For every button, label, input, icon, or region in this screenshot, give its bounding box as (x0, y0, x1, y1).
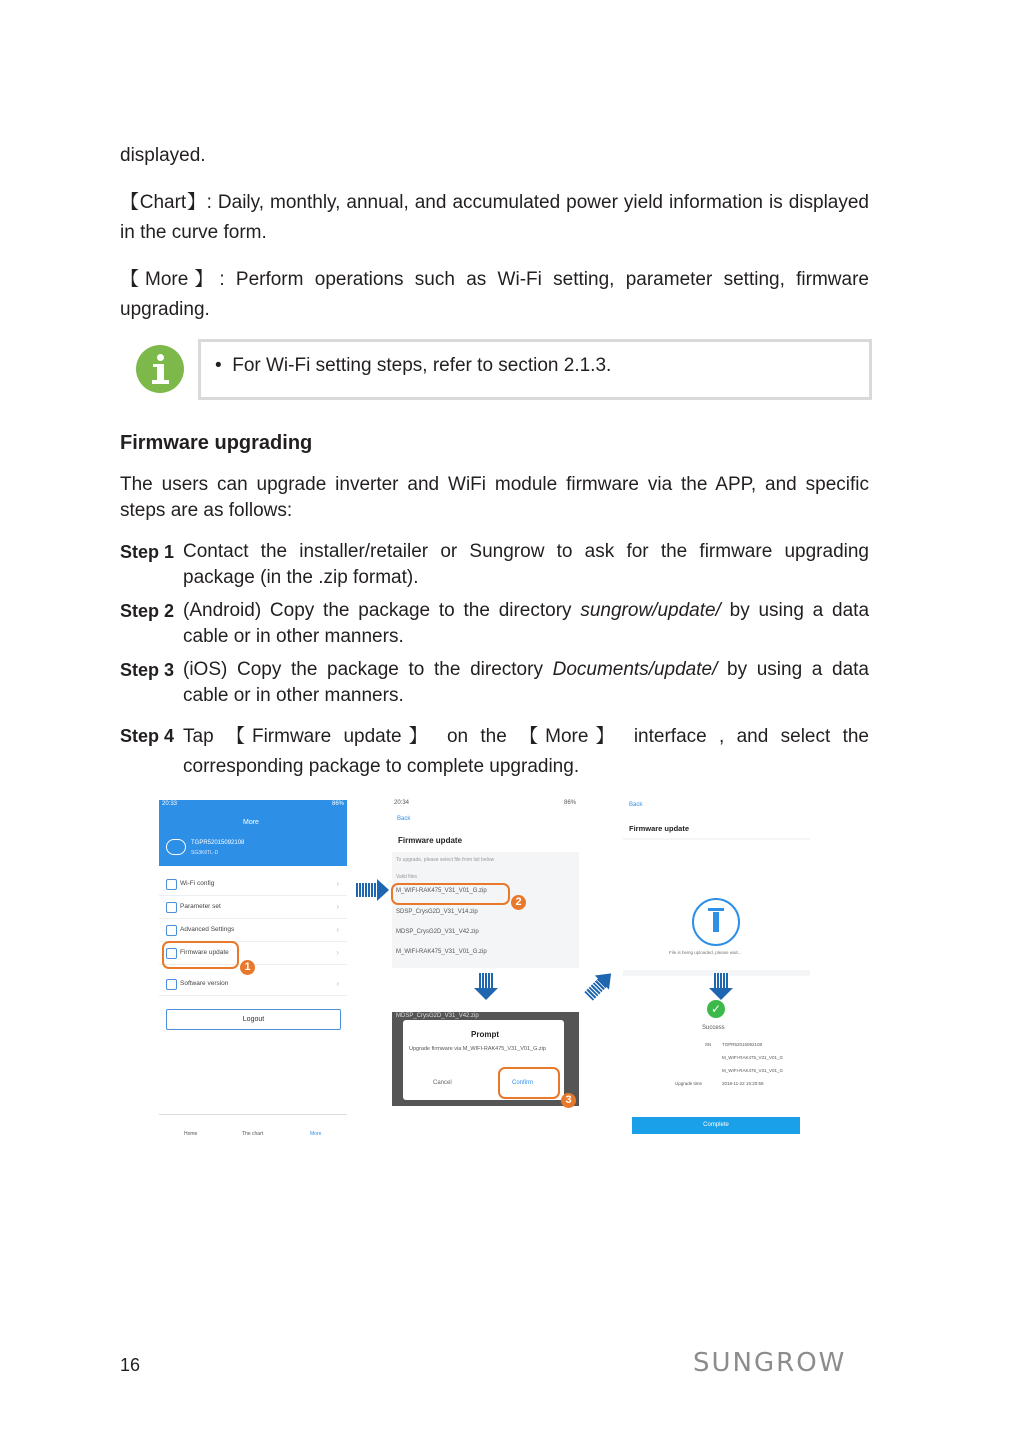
callout-2: 2 (511, 895, 526, 910)
menu-item[interactable]: Wi-Fi config › (159, 873, 347, 896)
cancel-button[interactable]: Cancel (433, 1080, 452, 1086)
step-label: Step 4 (120, 726, 175, 746)
file-item[interactable]: M_WIFI-RAK475_V31_V01_G.zip (396, 949, 487, 955)
success-check-icon: ✓ (707, 1000, 725, 1018)
section-intro: The users can upgrade inverter and WiFi module firmware via the APP, and specific steps are as follows: (120, 474, 869, 521)
arrow-right-head-icon (377, 879, 389, 901)
callout-1: 1 (240, 960, 255, 975)
screenshot-firmware-list: Back Firmware update To upgrade, please select file from list below Valid files M_WIFI-RAK475_V31_V01_G.zip SDSP_CrysG2D_V31_V14.zip MDSP_CrysG2D_V31_V42.zip M_WIFI-RAK475_V31_V01_G.zip (392, 812, 579, 968)
paragraph-chart: 【Chart】: Daily, monthly, annual, and accumulated power yield information is displayed in the curve form. (120, 192, 869, 243)
screenshot-prompt: MDSP_CrysG2D_V31_V42.zip Prompt Upgrade firmware via M_WIFI-RAK475_V31_V01_G.zip Cancel Confirm (392, 1012, 579, 1106)
back-link[interactable]: Back (629, 802, 643, 808)
paragraph-displayed: displayed. (120, 145, 206, 166)
back-link[interactable]: Back (397, 816, 411, 822)
highlight-confirm (498, 1067, 560, 1099)
screenshot-update-progress: Back Firmware update File is being uploaded, please wait... ✓ Success SN TGPR52015092108 M_WIFI-RAK475_V31_V01_G M_WIFI-RAK475_V31_V01_G Upgrade time 2018-11-22 15:20:59 Complete (623, 800, 810, 1138)
paragraph-more: 【More】: Perform operations such as Wi-Fi setting, parameter setting, firmware upgrading. (120, 269, 869, 320)
menu-item[interactable]: Parameter set › (159, 896, 347, 919)
complete-button[interactable]: Complete (632, 1117, 800, 1134)
upload-icon (692, 898, 740, 946)
note-box (198, 339, 872, 400)
step-text: (Android) Copy the package to the directory sungrow/update/ by using a data cable or in other manners. (183, 600, 870, 647)
arrow-right-icon (356, 883, 378, 897)
prompt-dialog: Prompt Upgrade firmware via M_WIFI-RAK475_V31_V01_G.zip Cancel Confirm (403, 1020, 564, 1100)
app-title: More (243, 819, 259, 826)
step-label: Step 2 (120, 601, 175, 621)
page-number: 16 (120, 1355, 141, 1375)
file-item[interactable]: M_WIFI-RAK475_V31_V01_G.zip (396, 888, 487, 894)
note-item: • For Wi-Fi setting steps, refer to section 2.1.3. (215, 355, 612, 376)
info-icon (136, 345, 184, 393)
cloud-icon (166, 839, 186, 855)
menu-item[interactable]: Advanced Settings › (159, 919, 347, 942)
arrow-down-icon (714, 973, 728, 989)
highlight-firmware-update (162, 941, 239, 969)
step-text: Tap 【Firmware update】 on the 【More】 interface , and select the corresponding package to complete upgrading. (183, 726, 869, 777)
confirm-button[interactable]: Confirm (512, 1080, 534, 1086)
file-item[interactable]: MDSP_CrysG2D_V31_V42.zip (396, 929, 479, 935)
highlight-file (391, 883, 510, 905)
note-text: For Wi-Fi setting steps, refer to section 2.1.3. (232, 355, 612, 376)
menu-item-firmware-update[interactable]: Firmware update › (159, 942, 347, 965)
file-item[interactable]: SDSP_CrysG2D_V31_V14.zip (396, 909, 478, 915)
callout-3: 3 (561, 1093, 576, 1108)
step-label: Step 3 (120, 660, 175, 680)
brand-logo: SUNGROW (693, 1348, 847, 1378)
tab-bar: Home The chart More (159, 1114, 347, 1138)
section-heading: Firmware upgrading (120, 432, 313, 454)
step-text: Contact the installer/retailer or Sungrow to ask for the firmware upgrading package (in the .zip format). (183, 541, 869, 588)
menu-item[interactable]: Software version › (159, 973, 347, 996)
arrow-down-icon (479, 973, 493, 989)
directory-path: sungrow/update/ (580, 600, 721, 621)
app-header: 20:33 86% More TGPR52015092108 SG3K6TL-D (159, 800, 347, 866)
step-text: (iOS) Copy the package to the directory Documents/update/ by using a data cable or in other manners. (183, 659, 869, 706)
step-label: Step 1 (120, 542, 175, 562)
logout-button[interactable]: Logout (166, 1009, 341, 1030)
directory-path: Documents/update/ (552, 659, 718, 680)
